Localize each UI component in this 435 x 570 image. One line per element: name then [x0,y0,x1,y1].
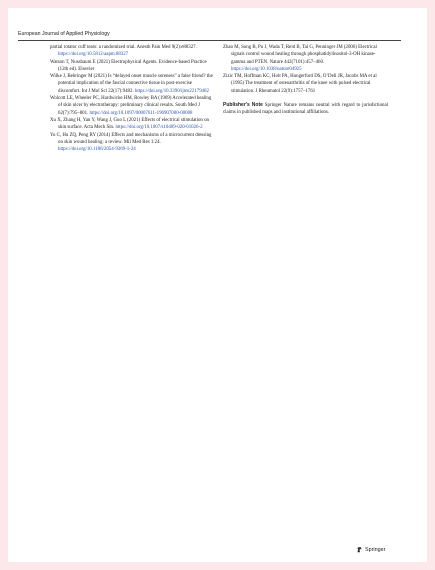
reference-text: Wolcott LE, Wheeler PC, Hardwicke HM, Rowley BA (1969) Accelerated healing of skin ulcer by electrotherapy: preliminary clinical results. South Med J 62(7):795–801. [50,96,212,116]
reference-doi-link[interactable]: https://doi.org/10.1186/2054-9369-1-24 [58,147,136,153]
reference-item [223,73,388,95]
journal-title: European Journal of Applied Physiology [18,31,110,37]
header-rule [18,40,401,41]
reference-text: Yu C, Hu ZQ, Peng RY (2014) Effects and mechanisms of a microcurrent dressing on skin wound healing: a review. Mil Med Res 1:24. [50,132,212,145]
publisher-name: Springer [365,546,386,553]
references-left-column [50,44,215,153]
publisher-note [223,102,388,117]
references-right-column [223,44,388,122]
reference-text: partial rotator cuff tears: a randomized trial. Anesth Pain Med 9(2):e88327. [50,45,197,50]
reference-doi-link[interactable]: https://doi.org/10.1097/00007611-196907000-00008 [89,110,193,116]
publisher-note-label: Publisher's Note [223,102,263,109]
publisher-logo [356,546,385,553]
springer-horse-icon [356,546,363,553]
reference-text: Xu X, Zhang H, Yan Y, Wang J, Guo L (2021) Effects of electrical stimulation on skin surface. Acta Mech Sin. [50,117,209,131]
reference-item [50,44,215,59]
reference-text: Wilke J, Behringer M (2021) Is “delayed onset muscle soreness” a false friend? the potential implication of the fascial connective tissue in post-exercise discomfort. Int J Mol Sci 22(17):9482. [50,74,213,94]
reference-doi-link[interactable]: https://doi.org/10.3390/ijms22179482 [134,88,209,94]
reference-text: Zizic TM, Hoffman KC, Holt PA, Hungerford DS, O’Dell JR, Jacobs MA et al (1995) The treatment of osteoarthritis of the knee with pulsed electrical stimulation. J Rheumatol 22(9):1757–1761 [223,74,377,94]
reference-item [50,59,215,74]
publisher-note-text: Springer Nature remains neutral with regard to jurisdictional claims in published maps and institutional affiliations. [223,103,388,116]
reference-item [50,117,215,132]
reference-doi-link[interactable]: https://doi.org/10.1038/nature04925 [231,66,302,72]
reference-item [50,95,215,117]
reference-item [223,44,388,73]
reference-doi-link[interactable]: https://doi.org/10.5812/aapm.88327 [58,52,129,58]
reference-item [50,132,215,154]
reference-item [50,73,215,95]
reference-text: Watson T, Nussbaum E (2021) Electrophysical Agents. Evidence-based Practice (12th ed). Elsevier [50,59,207,72]
reference-doi-link[interactable]: https://doi.org/10.1007/s10409-020-01026-2 [115,125,203,131]
reference-text: Zhao M, Song B, Pu J, Wada T, Reid B, Tai G, Penninger JM (2006) Electrical signals control wound healing through phosphatidylinositol-3-OH kinase-gamma and PTEN. Nature 442(7101):457–460. [223,45,377,65]
